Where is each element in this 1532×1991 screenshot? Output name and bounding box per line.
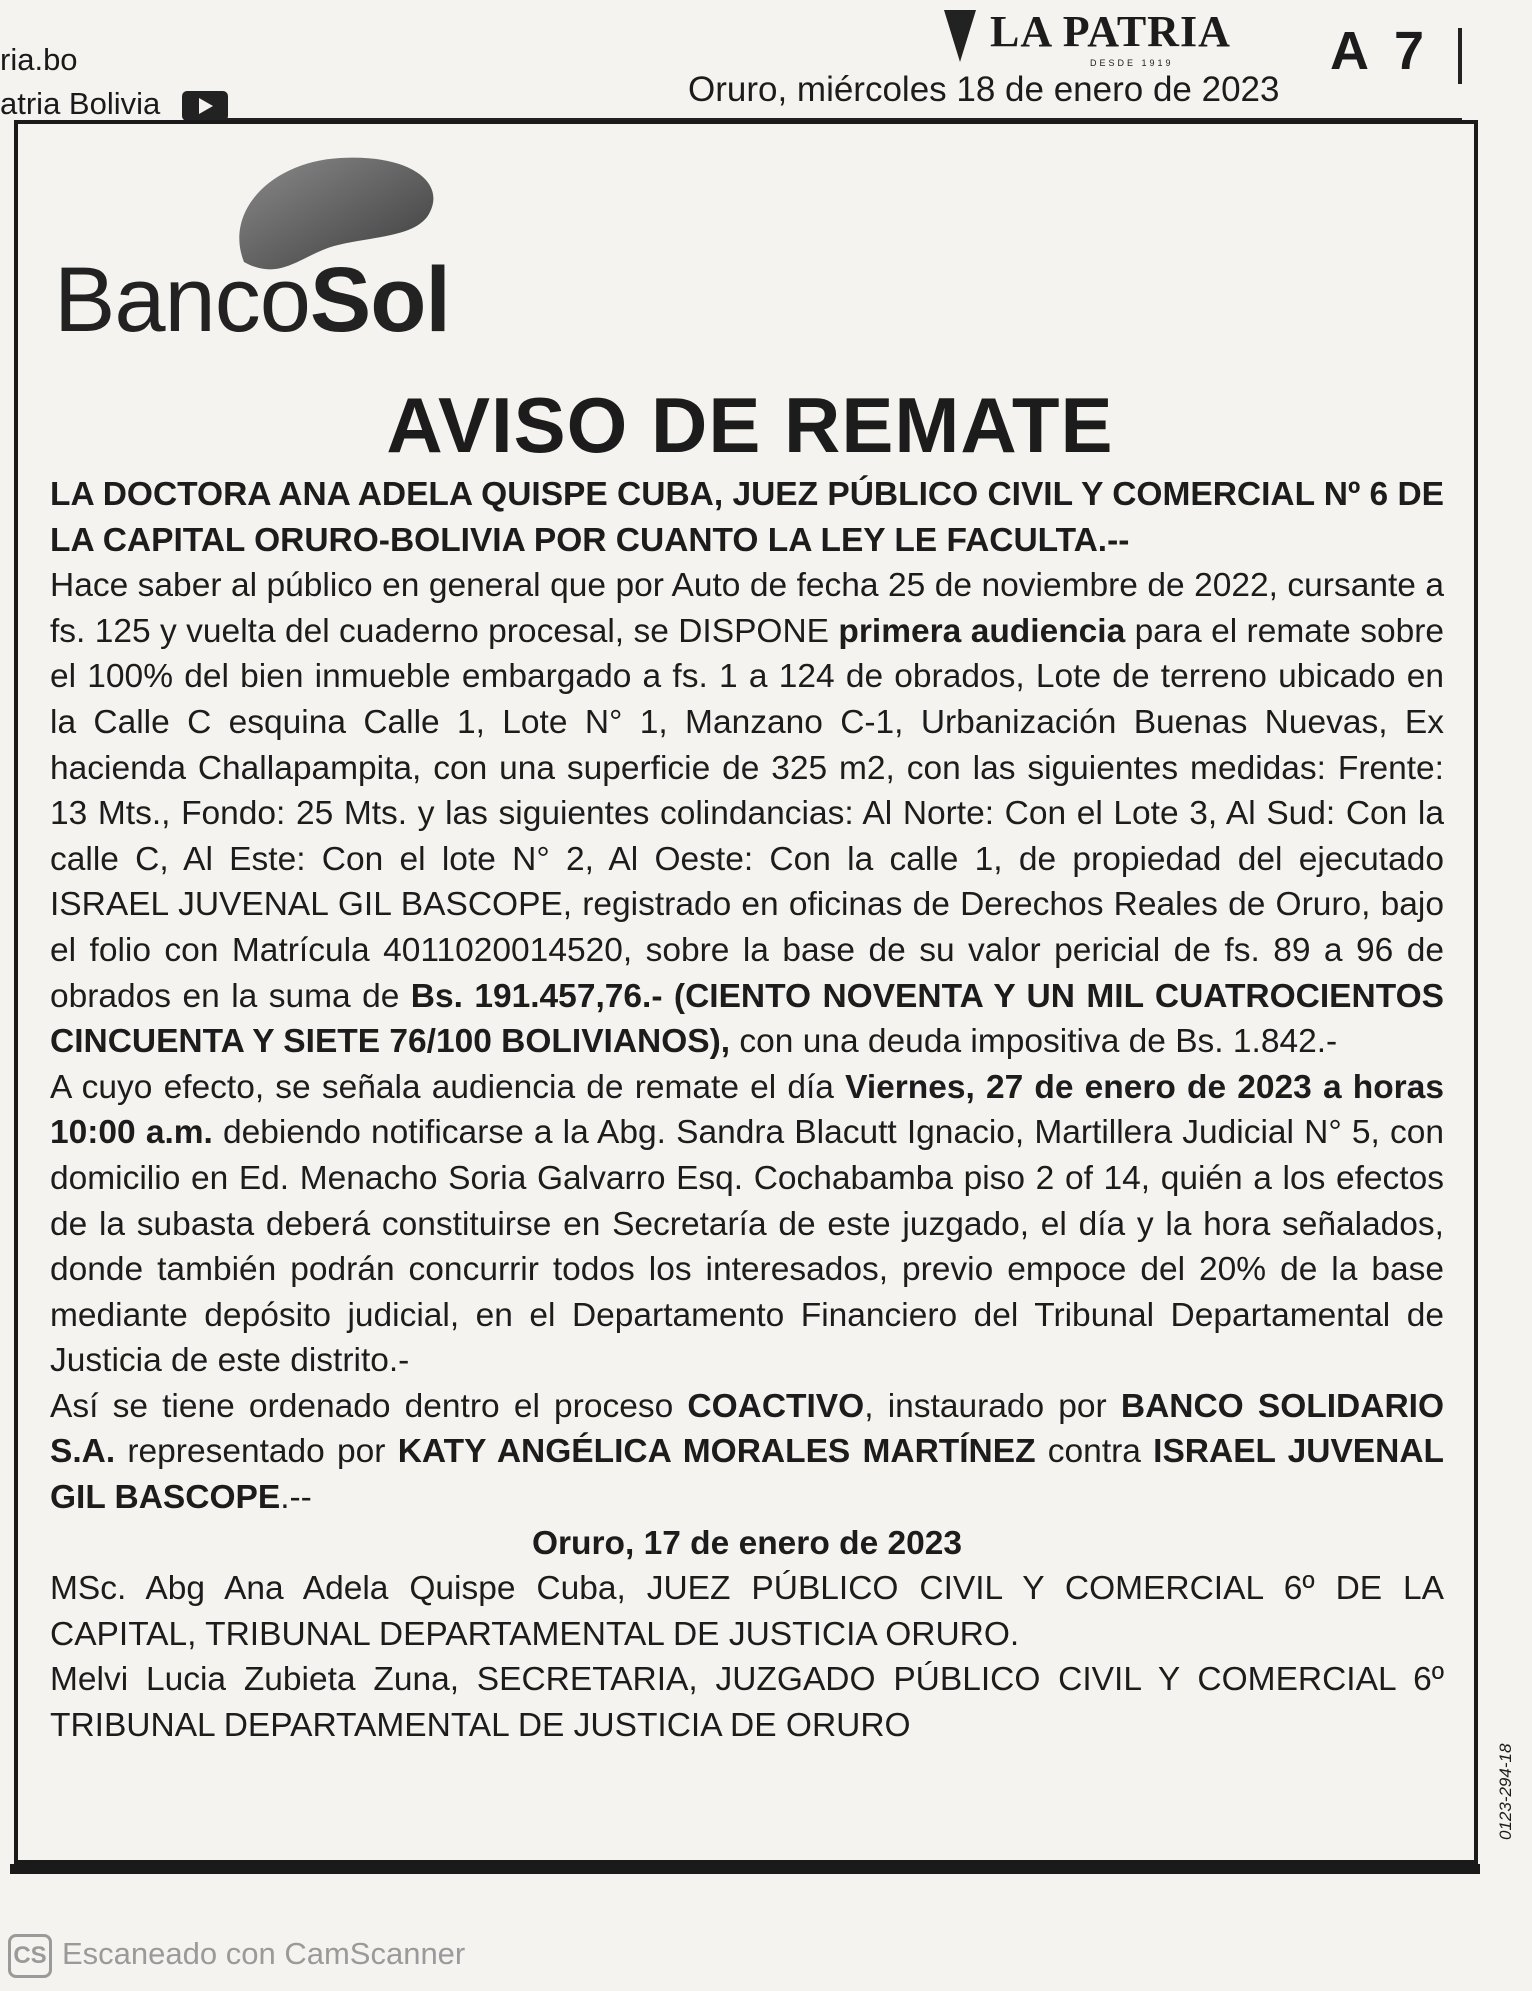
text-run-bold: Viernes, 27 de enero de 2023 a horas 10:00 a.m.	[50, 1068, 1444, 1152]
notice-lead: LA DOCTORA ANA ADELA QUISPE CUBA, JUEZ PÚBLICO CIVIL Y COMERCIAL Nº 6 DE LA CAPITAL ORURO-BOLIVIA POR CUANTO LA LEY LE FACULTA.--	[50, 476, 1444, 559]
text-run: con una deuda impositiva de Bs. 1.842.-	[730, 1023, 1338, 1061]
text-run: para el remate sobre el 100% del bien inmueble embargado a fs. 1 a 124 de obrados, Lote de terreno ubicado en la Calle C esquina Calle 1, Lote N° 1, Manzano C-1, Urbanización Buenas Nuevas, Ex hacienda Challapampita, con una superficie de 325 m2, con las siguientes medidas: Frente: 13 Mts., Fondo: 25 Mts. y las siguientes colindancias: Al Norte: Con el Lote 3, Al Sud: Con la calle C, Al Este: Con el lote N° 2, Al Oeste: Con la calle 1, de propiedad del ejecutado ISRAEL JUVENAL GIL BASCOPE, registrado en oficinas de Derechos Reales de Oruro, bajo el folio con Matrícula 4011020014520, sobre la base de su valor pericial de fs. 89 a 96 de obrados en la suma de	[50, 612, 1444, 1015]
text-run-bold: ISRAEL JUVENAL GIL BASCOPE	[50, 1433, 1444, 1517]
newspaper-masthead	[940, 6, 1240, 70]
text-run-bold: COACTIVO	[687, 1387, 865, 1425]
camscanner-text: Escaneado con CamScanner	[62, 1936, 466, 1972]
notice-body	[50, 472, 1444, 1749]
dateline: Oruro, miércoles 18 de enero de 2023	[688, 70, 1280, 109]
newspaper-name: LA PATRIA	[990, 7, 1231, 56]
text-run: Hace saber al público en general que por Auto de fecha 25 de noviembre de 2022, cursante a fs. 125 y vuelta del cuaderno procesal, se DISPONE	[50, 567, 1444, 650]
text-run: Así se tiene ordenado dentro el proceso	[50, 1387, 688, 1425]
signature-judge: MSc. Abg Ana Adela Quispe Cuba, JUEZ PÚBLICO CIVIL Y COMERCIAL 6º DE LA CAPITAL, TRIBUNAL DEPARTAMENTAL DE JUSTICIA ORURO.	[50, 1570, 1444, 1653]
text-run: contra	[1035, 1433, 1154, 1471]
text-run: A cuyo efecto, se señala audiencia de remate el día	[50, 1068, 846, 1106]
notice-paragraph-2	[50, 1065, 1444, 1384]
text-run: , instaurado por	[864, 1387, 1121, 1425]
text-run-bold: Bs. 191.457,76.- (CIENTO NOVENTA Y UN MIL CUATROCIENTOS CINCUENTA Y SIETE 76/100 BOLIVIANOS),	[50, 977, 1444, 1061]
notice-title: AVISO DE REMATE	[386, 381, 1114, 469]
social-label: atria Bolivia	[0, 86, 161, 121]
notice-paragraph-3	[50, 1384, 1444, 1521]
text-run: representado por	[115, 1433, 398, 1471]
notice-paragraph-1	[50, 563, 1444, 1065]
place-date: Oruro, 17 de enero de 2023	[531, 1524, 963, 1562]
logo-text-sol: Sol	[309, 249, 450, 351]
logo-text-banco: Banco	[54, 249, 310, 351]
page-number: A 7	[1330, 21, 1431, 81]
header-left	[0, 38, 228, 126]
page-number-bar	[1458, 28, 1462, 84]
text-run-bold: BANCO SOLIDARIO S.A.	[50, 1387, 1444, 1471]
bancosol-logo	[54, 248, 450, 353]
site-url: ria.bo	[0, 42, 78, 77]
text-run-bold: primera audiencia	[838, 612, 1126, 650]
text-run: debiendo notificarse a la Abg. Sandra Blacutt Ignacio, Martillera Judicial N° 5, con domicilio en Ed. Menacho Soria Galvarro Esq. Cochabamba piso 2 of 14, quién a los efectos de la subasta deberá constituirse en Secretaría de este juzgado, el día y la hora señalados, donde también podrán concurrir todos los interesados, previo empoce del 20% de la base mediante depósito judicial, en el Departamento Financiero del Tribunal Departamental de Justicia de este distrito.-	[50, 1114, 1444, 1380]
ad-code: 0123-294-18	[1496, 1743, 1515, 1840]
newspaper-since: DESDE 1919	[1090, 58, 1174, 68]
text-run: .--	[280, 1479, 312, 1517]
youtube-icon	[182, 91, 228, 121]
signature-secretary: Melvi Lucia Zubieta Zuna, SECRETARIA, JUZGADO PÚBLICO CIVIL Y COMERCIAL 6º TRIBUNAL DEPARTAMENTAL DE JUSTICIA DE ORURO	[50, 1661, 1444, 1745]
text-run-bold: KATY ANGÉLICA MORALES MARTÍNEZ	[397, 1433, 1036, 1471]
masthead-emblem-icon	[940, 6, 980, 66]
notice-frame-shadow	[10, 1864, 1480, 1874]
camscanner-badge: CS	[8, 1934, 52, 1978]
scanner-watermark	[8, 1934, 465, 1978]
